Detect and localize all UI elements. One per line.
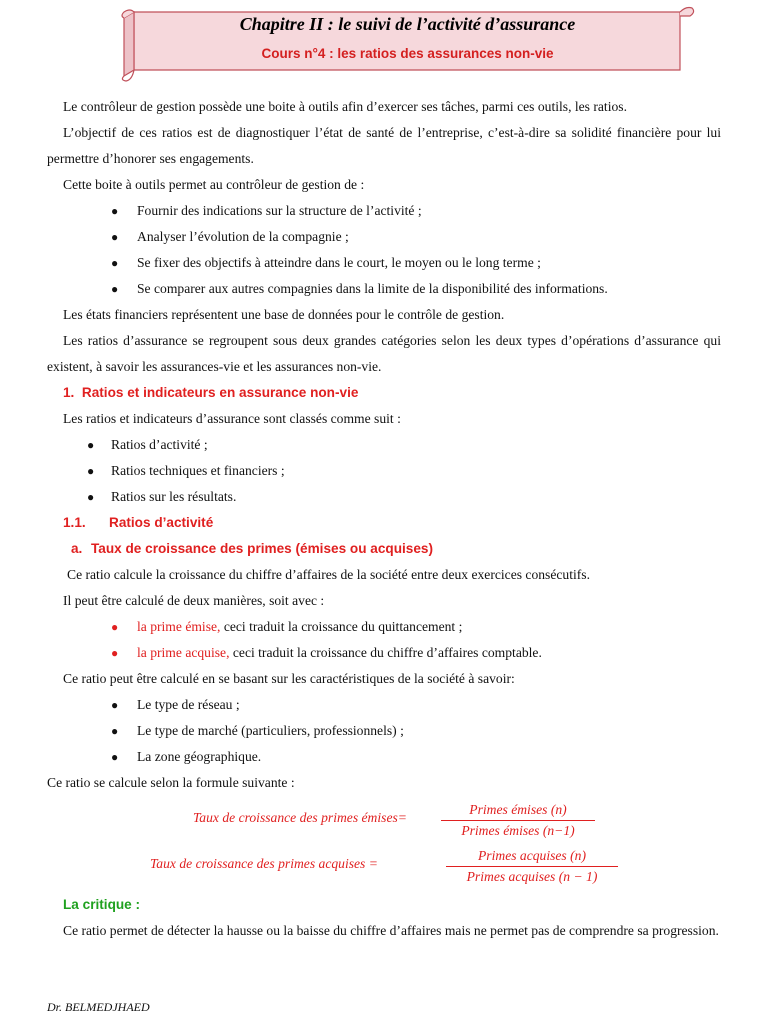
formula-numerator: Primes acquises (n) [478,848,586,863]
section-a-paragraph-2: Il peut être calculé de deux manières, soit avec : [63,593,325,608]
list-item: ● la prime acquise, ceci traduit la croissance du chiffre d’affaires comptable. [47,640,721,666]
formula-primes-emises [47,796,721,844]
section-a-paragraph-4: Ce ratio se calcule selon la formule suivante : [47,775,295,790]
bullet-icon: ● [111,204,119,218]
critique-paragraph: Ce ratio permet de détecter la hausse ou la baisse du chiffre d’affaires mais ne permet pas de comprendre sa progression. [63,923,719,938]
formula-fraction [446,846,618,887]
section-a-paragraph-1: Ce ratio calcule la croissance du chiffre d’affaires de la société entre deux exercices consécutifs. [67,567,590,582]
bullet-icon: ● [111,646,119,660]
chapter-banner [120,4,695,82]
list-item: ● Ratios techniques et financiers ; [47,458,721,484]
bullet-icon: ● [87,490,95,504]
formula-denominator: Primes acquises (n − 1) [466,869,598,884]
list-item: ● Se fixer des objectifs à atteindre dans le court, le moyen ou le long terme ; [47,250,721,276]
list-item: ● Ratios sur les résultats. [47,484,721,510]
intro-paragraph-5: Les ratios d’assurance se regroupent sous deux grandes catégories selon les deux types d’opérations d’assurance qui existent, à savoir les assurances-vie et les assurances non-vie. [47,333,721,374]
intro-paragraph-1: Le contrôleur de gestion possède une boite à outils afin d’exercer ses tâches, parmi ces outils, les ratios. [63,99,627,114]
section-1-intro: Les ratios et indicateurs d’assurance sont classés comme suit : [63,411,401,426]
intro-paragraph-2: L’objectif de ces ratios est de diagnostiquer l’état de santé de l’entreprise, c’est-à-dire sa solidité financière pour lui permettre d’honorer ses engagements. [47,125,721,166]
bullet-icon: ● [111,282,119,296]
section-a-paragraph-3: Ce ratio peut être calculé en se basant sur les caractéristiques de la société à savoir: [63,671,515,686]
bullet-icon: ● [111,724,119,738]
bullet-icon: ● [111,256,119,270]
formula-label: Taux de croissance des primes acquises = [150,856,378,871]
formula-primes-acquises [47,844,721,892]
formula-numerator: Primes émises (n) [469,802,567,817]
document-body [47,94,721,944]
bullet-icon: ● [111,698,119,712]
critique-heading: La critique : [63,897,141,912]
bullet-icon: ● [87,464,95,478]
formula-denominator: Primes émises (n−1) [461,823,575,838]
section-1-1-heading: 1.1. Ratios d’activité [63,515,214,530]
formula-fraction [441,800,595,841]
bullet-icon: ● [87,438,95,452]
list-item: ● la prime émise, ceci traduit la croissance du quittancement ; [47,614,721,640]
list-item: ● Le type de marché (particuliers, professionnels) ; [47,718,721,744]
intro-paragraph-3: Cette boite à outils permet au contrôleur de gestion de : [63,177,365,192]
chapter-title: Chapitre II : le suivi de l’activité d’assurance [239,14,576,34]
section-a-heading: a. Taux de croissance des primes (émises ou acquises) [71,541,434,556]
bullet-icon: ● [111,230,119,244]
list-item: ● Ratios d’activité ; [47,432,721,458]
list-item: ● Se comparer aux autres compagnies dans la limite de la disponibilité des informations. [47,276,721,302]
section-1-heading: 1. Ratios et indicateurs en assurance non-vie [63,385,359,400]
formula-label: Taux de croissance des primes émises= [193,810,407,825]
list-item: ● Analyser l’évolution de la compagnie ; [47,224,721,250]
bullet-icon: ● [111,750,119,764]
intro-paragraph-4: Les états financiers représentent une base de données pour le contrôle de gestion. [63,307,505,322]
list-item: ● Le type de réseau ; [47,692,721,718]
course-subtitle: Cours n°4 : les ratios des assurances non-vie [261,46,554,61]
list-item: ● La zone géographique. [47,744,721,770]
list-item: ● Fournir des indications sur la structure de l’activité ; [47,198,721,224]
bullet-icon: ● [111,620,119,634]
footer-author: Dr. BELMEDJHAED [47,1000,150,1014]
